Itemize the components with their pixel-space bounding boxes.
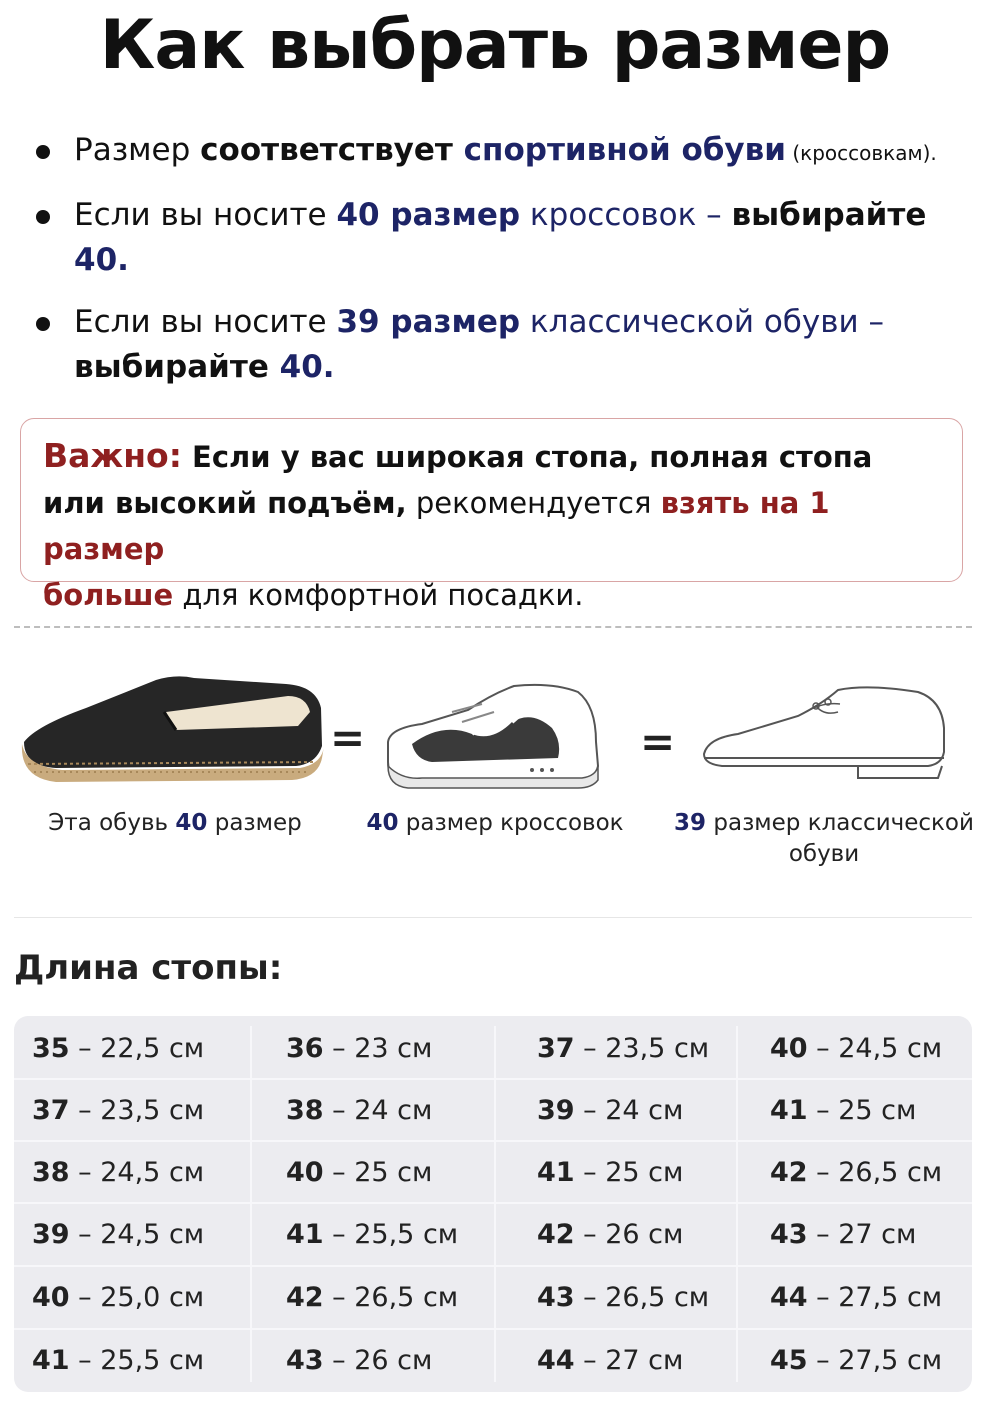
shoe-size: 41 <box>286 1219 324 1250</box>
size-cell <box>537 1330 683 1392</box>
size-cell <box>286 1267 458 1329</box>
bullet-text: Размер <box>74 132 201 168</box>
size-cell <box>286 1142 432 1204</box>
size-cell <box>32 1080 204 1142</box>
bullet-text: выбирайте <box>731 197 927 233</box>
bullet-text: Если вы носите <box>74 304 337 340</box>
note-text: рекомендуется <box>406 486 661 520</box>
bullet-highlight: 40 размер <box>336 197 521 233</box>
bullet-dot <box>36 210 50 224</box>
shoe-size: 42 <box>770 1157 808 1188</box>
shoe-size: 39 <box>537 1095 575 1126</box>
note-text: для комфортной посадки. <box>173 578 584 612</box>
section-divider <box>14 917 972 918</box>
bullet-note: (кроссовкам). <box>785 141 937 165</box>
foot-length-value: – 26 см <box>574 1219 684 1250</box>
size-cell <box>537 1142 683 1204</box>
size-cell <box>770 1142 942 1204</box>
shoe-size: 41 <box>32 1345 70 1376</box>
shoe-size: 41 <box>770 1095 808 1126</box>
caption-sneaker <box>350 808 640 839</box>
note-highlight: больше <box>43 578 174 612</box>
size-cell <box>770 1267 942 1329</box>
shoe-size: 40 <box>32 1282 70 1313</box>
size-cell <box>537 1204 683 1266</box>
shoe-size: 37 <box>537 1033 575 1064</box>
bullet-dot <box>36 317 50 331</box>
bullet-text: выбирайте <box>74 349 280 385</box>
foot-length-value: – 25 см <box>574 1157 684 1188</box>
important-label: Важно: <box>43 436 182 475</box>
foot-length-value: – 24,5 см <box>807 1033 943 1064</box>
shoe-size: 36 <box>286 1033 324 1064</box>
shoe-size: 45 <box>770 1345 808 1376</box>
bullet-text: соответствует <box>200 132 464 168</box>
note-highlight: взять на 1 размер <box>43 486 830 566</box>
shoe-size: 35 <box>32 1033 70 1064</box>
foot-length-value: – 26,5 см <box>574 1282 710 1313</box>
shoe-size: 44 <box>770 1282 808 1313</box>
shoe-size: 40 <box>286 1157 324 1188</box>
size-cell <box>286 1330 432 1392</box>
foot-length-value: – 23,5 см <box>574 1033 710 1064</box>
equals-sign: = <box>330 713 366 762</box>
foot-length-value: – 27,5 см <box>807 1282 943 1313</box>
foot-length-value: – 26,5 см <box>323 1282 459 1313</box>
caption-size: 40 <box>366 810 399 836</box>
note-text: или высокий подъём, <box>43 486 407 520</box>
foot-length-value: – 23,5 см <box>69 1095 205 1126</box>
foot-length-value: – 26,5 см <box>807 1157 943 1188</box>
shoe-size: 43 <box>770 1219 808 1250</box>
caption-size: 40 <box>175 810 208 836</box>
size-cell <box>537 1267 709 1329</box>
caption-espadrille <box>20 808 330 839</box>
bullet-highlight: 40. <box>279 349 335 385</box>
bullet-highlight: 40. <box>74 242 129 278</box>
foot-length-value: – 24 см <box>323 1095 433 1126</box>
size-cell <box>770 1080 916 1142</box>
foot-length-value: – 25 см <box>323 1157 433 1188</box>
foot-length-value: – 25 см <box>807 1095 917 1126</box>
size-cell <box>537 1080 683 1142</box>
caption-text: размер <box>207 810 302 836</box>
bullet-text: Если вы носите <box>74 197 337 233</box>
size-cell <box>770 1330 942 1392</box>
bullet-text: кроссовок – <box>520 197 732 233</box>
caption-text: обуви <box>788 841 860 867</box>
shoe-size: 39 <box>32 1219 70 1250</box>
bullet-dot <box>36 145 50 159</box>
foot-length-table <box>14 1016 972 1392</box>
foot-length-value: – 25,0 см <box>69 1282 205 1313</box>
foot-length-value: – 23 см <box>323 1033 433 1064</box>
shoe-size: 38 <box>32 1157 70 1188</box>
size-cell <box>286 1080 432 1142</box>
size-cell <box>770 1018 942 1080</box>
oxford-shoe-outline-icon <box>698 682 950 782</box>
shoe-size: 38 <box>286 1095 324 1126</box>
note-text: Если у вас широкая стопа, полная стопа <box>181 440 873 474</box>
bullet-classic-size <box>34 300 974 390</box>
foot-length-value: – 25,5 см <box>69 1345 205 1376</box>
shoe-size: 42 <box>286 1282 324 1313</box>
bullet-text: классической обуви – <box>520 304 885 340</box>
important-note-box <box>20 418 963 612</box>
shoe-size: 44 <box>537 1345 575 1376</box>
sneaker-outline-icon <box>382 682 604 790</box>
shoe-size: 42 <box>537 1219 575 1250</box>
foot-length-value: – 22,5 см <box>69 1033 205 1064</box>
espadrille-image <box>16 668 326 786</box>
foot-length-value: – 27,5 см <box>807 1345 943 1376</box>
bullet-highlight: 39 размер <box>336 304 521 340</box>
size-cell <box>32 1018 204 1080</box>
shoe-size: 41 <box>537 1157 575 1188</box>
size-cell <box>286 1018 432 1080</box>
size-cell <box>32 1267 204 1329</box>
foot-length-value: – 25,5 см <box>323 1219 459 1250</box>
shoe-size: 37 <box>32 1095 70 1126</box>
caption-text: размер классической <box>706 810 974 836</box>
bullet-sport-shoes <box>34 128 974 176</box>
caption-text: Эта обувь <box>48 810 176 836</box>
size-cell <box>286 1204 458 1266</box>
shoe-size: 43 <box>537 1282 575 1313</box>
caption-classic <box>660 808 988 870</box>
dashed-divider <box>14 626 972 628</box>
foot-length-value: – 27 см <box>574 1345 684 1376</box>
size-cell <box>32 1204 204 1266</box>
foot-length-value: – 24 см <box>574 1095 684 1126</box>
size-cell <box>537 1018 709 1080</box>
bullet-highlight: спортивной обуви <box>463 132 786 168</box>
shoe-size: 43 <box>286 1345 324 1376</box>
size-cell <box>770 1204 916 1266</box>
page-title: Как выбрать размер <box>99 6 891 85</box>
shoe-size: 40 <box>770 1033 808 1064</box>
size-cell <box>32 1142 204 1204</box>
foot-length-value: – 24,5 см <box>69 1157 205 1188</box>
caption-size: 39 <box>674 810 707 836</box>
foot-length-value: – 24,5 см <box>69 1219 205 1250</box>
foot-length-value: – 27 см <box>807 1219 917 1250</box>
caption-text: размер кроссовок <box>398 810 624 836</box>
foot-length-value: – 26 см <box>323 1345 433 1376</box>
equals-sign: = <box>640 717 676 766</box>
size-cell <box>32 1330 204 1392</box>
info-bullets <box>34 128 974 407</box>
foot-length-title: Длина стопы: <box>14 948 283 988</box>
bullet-sneaker-size <box>34 193 974 283</box>
